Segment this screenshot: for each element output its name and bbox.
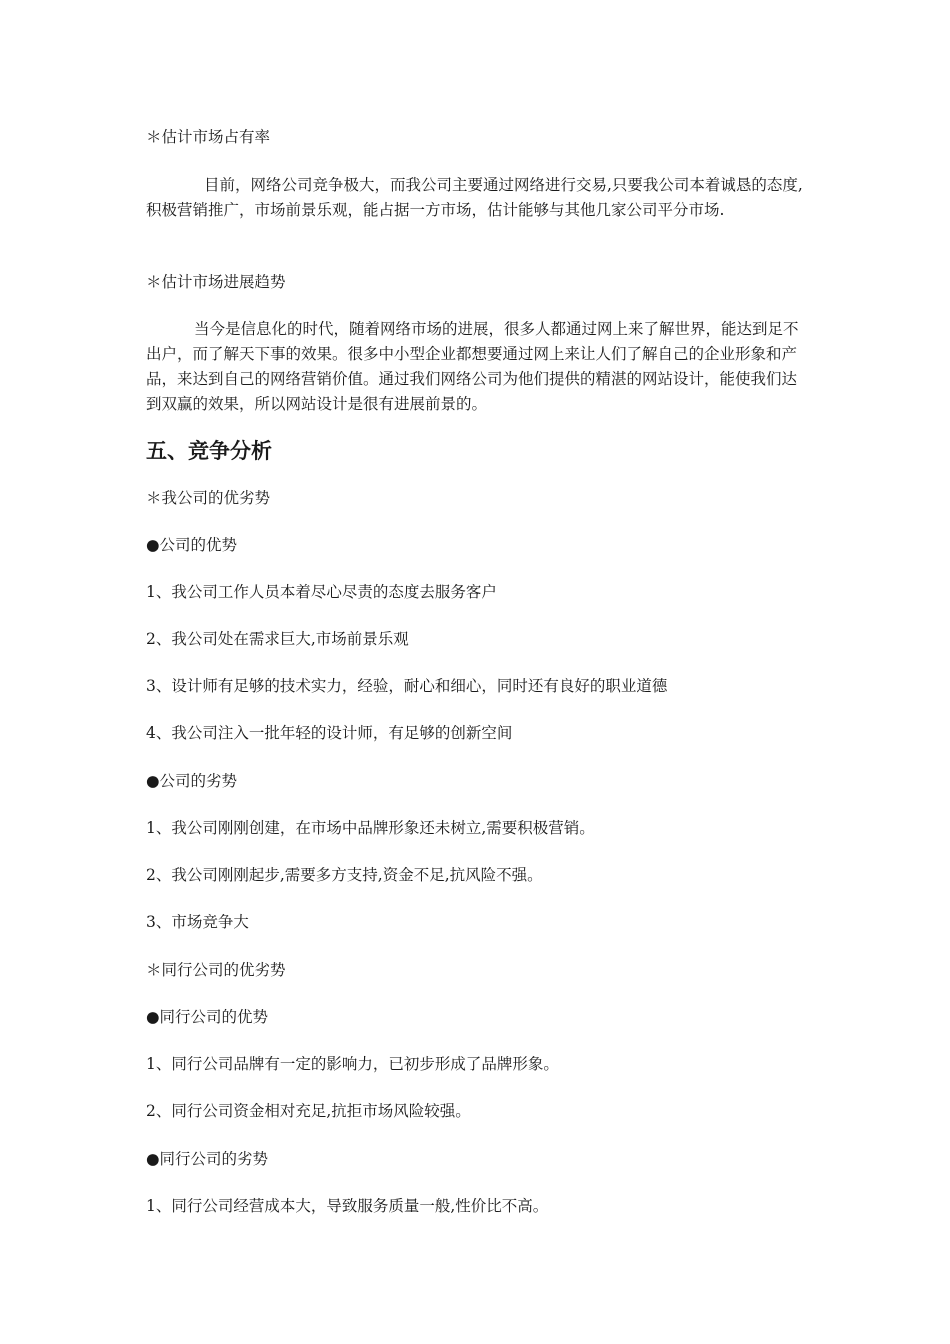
peer-company-title: ＊同行公司的优劣势	[146, 961, 286, 979]
list-item: 2、我公司刚刚起步,需要多方支持,资金不足,抗风险不强。	[146, 866, 543, 884]
market-trend-text: 当今是信息化的时代，随着网络市场的进展，很多人都通过网上来了解世界，能达到足不出户，而了解天下事的效果。很多中小型企业都想要通过网上来让人们了解自己的企业形象和产品，来达到自己的网络营销价值。通过我们网络公司为他们提供的精湛的网站设计，能使我们达到双赢的效果，所以网站设计是很有进展前景的。	[146, 320, 799, 413]
peer-strengths-title: ●同行公司的优势	[146, 1008, 269, 1026]
peer-weaknesses-title: ●同行公司的劣势	[146, 1150, 269, 1168]
list-item: 1、同行公司品牌有一定的影响力，已初步形成了品牌形象。	[146, 1055, 559, 1073]
our-company-title: ＊我公司的优劣势	[146, 489, 271, 507]
list-item: 1、同行公司经营成本大，导致服务质量一般,性价比不高。	[146, 1197, 549, 1215]
list-item: 3、市场竞争大	[146, 913, 249, 931]
market-share-text: 目前，网络公司竞争极大，而我公司主要通过网络进行交易,只要我公司本着诚恳的态度,积极营销推广，市场前景乐观，能占据一方市场，估计能够与其他几家公司平分市场.	[146, 176, 803, 219]
market-share-paragraph	[146, 173, 806, 223]
market-trend-paragraph	[146, 317, 806, 417]
our-strengths-title: ●公司的优势	[146, 536, 238, 554]
list-item: 3、设计师有足够的技术实力，经验，耐心和细心，同时还有良好的职业道德	[146, 677, 668, 695]
list-item: 4、我公司注入一批年轻的设计师，有足够的创新空间	[146, 724, 513, 742]
list-item: 2、同行公司资金相对充足,抗拒市场风险较强。	[146, 1102, 471, 1120]
our-weaknesses-title: ●公司的劣势	[146, 772, 238, 790]
list-item: 2、我公司处在需求巨大,市场前景乐观	[146, 630, 409, 648]
list-item: 1、我公司工作人员本着尽心尽责的态度去服务客户	[146, 583, 497, 601]
market-trend-title: ＊估计市场进展趋势	[146, 273, 286, 291]
market-share-title: ＊估计市场占有率	[146, 128, 271, 146]
list-item: 1、我公司刚刚创建，在市场中品牌形象还未树立,需要积极营销。	[146, 819, 595, 837]
competition-heading: 五、竞争分析	[146, 439, 272, 463]
